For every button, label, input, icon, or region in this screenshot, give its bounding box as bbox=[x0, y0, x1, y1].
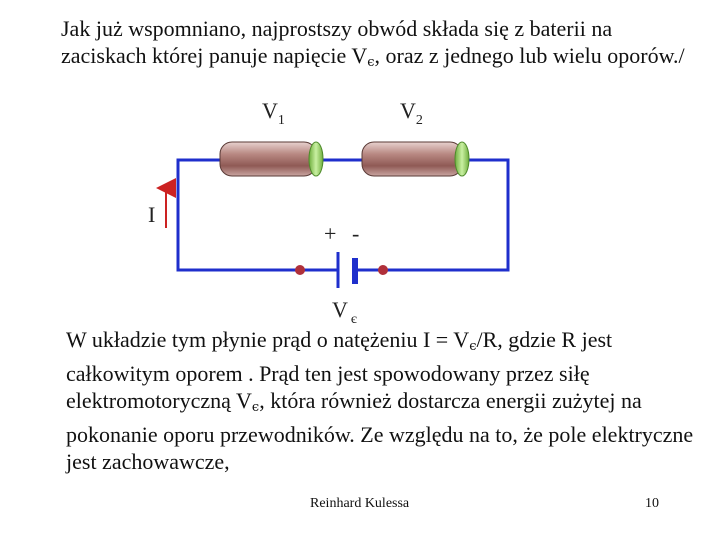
explanation-text-2: /R, gdzie R jest całkowitym oporem . Prąd ten jest spowodowany przez siłę elektromotoryczną V bbox=[66, 327, 613, 413]
resistor-v2-cap bbox=[455, 142, 469, 176]
explanation-paragraph bbox=[66, 326, 706, 475]
intro-text-a: Jak już wspomniano, najprostszy obwód składa się z baterii na zaciskach której panuje napięcie V bbox=[61, 16, 613, 68]
terminal-right bbox=[378, 265, 388, 275]
footer-author: Reinhard Kulessa bbox=[310, 496, 410, 511]
battery-plus-label: + bbox=[324, 221, 337, 246]
battery-minus-label: - bbox=[352, 221, 360, 246]
terminal-left bbox=[295, 265, 305, 275]
resistor-v1 bbox=[220, 142, 323, 176]
intro-text-b: , oraz z jednego lub wielu oporów./ bbox=[374, 43, 685, 68]
epsilon-symbol: є bbox=[367, 55, 375, 70]
circuit-wires bbox=[178, 160, 508, 270]
emf-label: V $_є$ bbox=[332, 297, 357, 327]
resistor-v2 bbox=[362, 142, 469, 176]
explanation-text-1: W układzie tym płynie prąd o natężeniu I = V bbox=[66, 327, 470, 352]
v1-label: $V_1$ bbox=[262, 98, 285, 128]
resistor-v1-cap bbox=[309, 142, 323, 176]
epsilon-symbol: є bbox=[251, 400, 260, 415]
page-number: 10 bbox=[645, 496, 659, 511]
epsilon-symbol: є bbox=[469, 339, 477, 354]
v2-label: $V_2$ bbox=[400, 98, 423, 128]
explanation-text-3: , która również dostarcza energii zużytej na pokonanie oporu przewodników. Ze względu na to, że pole elektryczne jest zachowawcze, bbox=[66, 388, 694, 474]
current-label: I bbox=[148, 202, 156, 227]
